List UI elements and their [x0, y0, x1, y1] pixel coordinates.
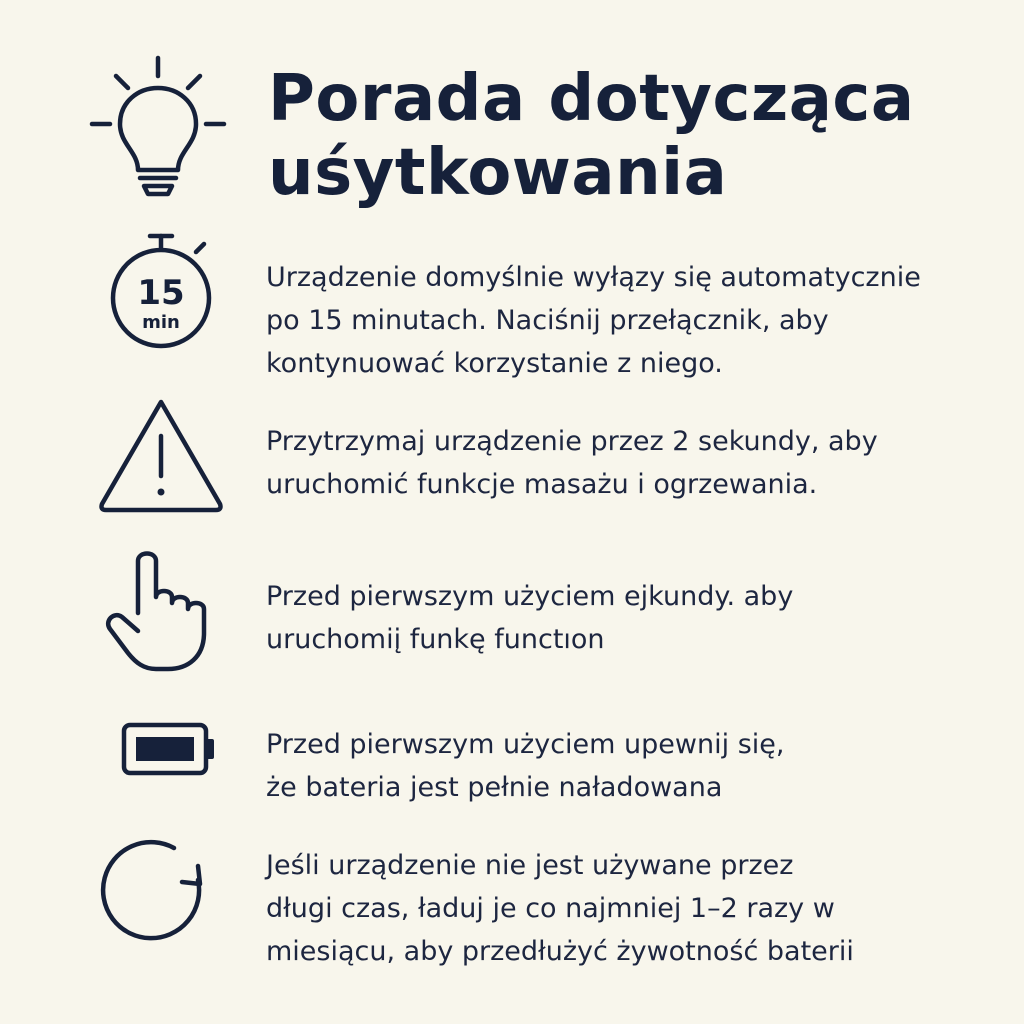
tip-line: Przytrzymaj urządzenie przez 2 sekundy, aby — [266, 426, 878, 457]
tip-line: że bateria jest pełnie naładowana — [266, 772, 723, 803]
recharge-cycle-icon — [96, 828, 226, 958]
tip-line: po 15 minutach. Naciśnij przełącznik, aby — [266, 305, 829, 336]
warning-triangle-icon — [96, 392, 226, 522]
tip-line: długi czas, ładuj je co najmniej 1–2 razy w — [266, 893, 835, 924]
timer-number: 15 — [137, 273, 185, 313]
timer-15-min-icon — [96, 228, 226, 358]
tip-line: miesiącu, aby przedłużyć żywotność baterii — [266, 936, 854, 967]
tip-line: uruchomić funkcje masażu i ogrzewania. — [266, 469, 818, 500]
title-line-1: Porada dotycząca — [268, 62, 915, 136]
lightbulb-icon — [88, 52, 238, 202]
page-title — [268, 62, 915, 210]
tip-text — [266, 844, 986, 973]
tip-text — [266, 575, 986, 661]
tip-line: kontynuować korzystanie z niego. — [266, 348, 723, 379]
tip-line: Przed pierwszym użyciem upewnij się, — [266, 729, 785, 760]
tip-line: Przed pierwszym użyciem ejkundy. aby — [266, 581, 794, 612]
title-line-2: uśytkowania — [268, 136, 728, 210]
tip-text — [266, 723, 986, 809]
header — [88, 52, 988, 222]
pointing-hand-icon — [96, 545, 226, 675]
tip-line: Urządzenie domyślnie wyłązy się automatycznie — [266, 262, 921, 293]
tip-line: uruchomiį funkę functıon — [266, 624, 605, 655]
tip-line: Jeśli urządzenie nie jest używane przez — [266, 850, 794, 881]
tip-text — [266, 420, 986, 506]
battery-icon — [96, 705, 226, 835]
timer-unit: min — [142, 312, 180, 333]
tip-text — [266, 256, 986, 385]
